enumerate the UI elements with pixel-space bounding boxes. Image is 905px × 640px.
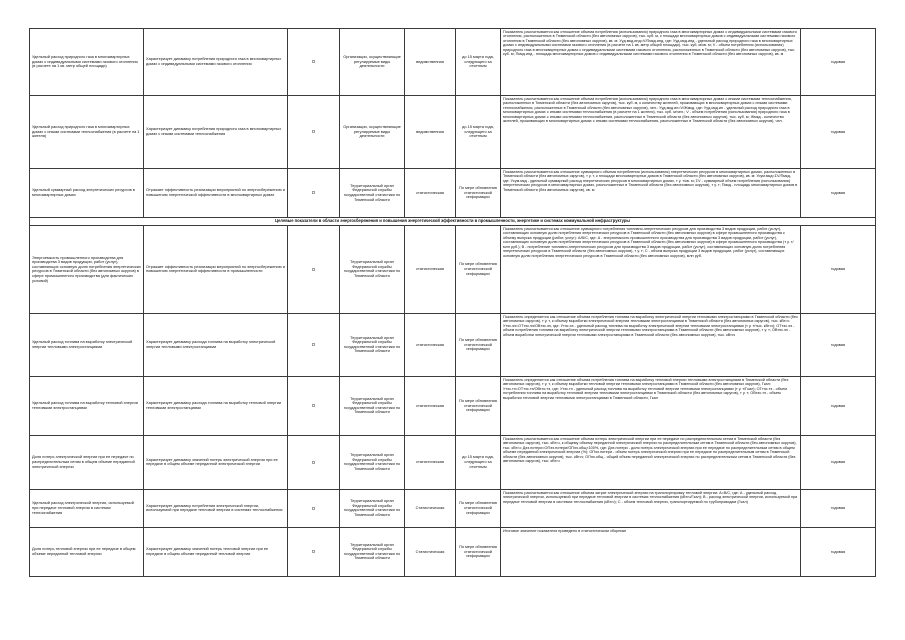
indicator-name: Энергоемкость промышленного производства для производства 3 видов продукции, работ (услуг), составляющих основную долю потребления энергетических ресурсов в Тюменской области (без автономных округов) в сфере промышленного производства (для фактических условий)	[30, 225, 144, 313]
indicator-type: статистическая	[405, 169, 456, 218]
indicator-description: Характеризует динамику значений потерь тепловой энергии при ее передаче в общем объеме переданной тепловой энергии	[144, 527, 288, 576]
table-row	[30, 489, 876, 527]
indicator-source: Территориальный орган Федеральной службы государственной статистики по Тюменской области	[340, 225, 405, 313]
table-row	[30, 29, 876, 96]
table-row	[30, 435, 876, 489]
indicator-periodicity: годовая	[801, 225, 876, 313]
table-row	[30, 96, 876, 169]
indicator-source: Территориальный орган Федеральной службы государственной статистики по Тюменской области	[340, 313, 405, 376]
table-row	[30, 225, 876, 313]
indicator-method: Показатель рассчитывается как отношение объема потребления (использования) природного газа в многоквартирных домах с иными системами теплоснабжения, расположенных в Тюменской области (без автономных округов), тыс. куб. м, к количеству жителей, проживающих в многоквартирных домах с иными системами теплоснабжения, расположенных в Тюменской области (без автономных округов), чел.: Ууд.мкд.ин=V/Жмкд, где: Ууд.мкд.ин - удельный расход природного газа в многоквартирных домах с иными системами теплоснабжения (в расчете на 1 жителя), тыс. куб. м/чел.; V - объем потребления (использования) природного газа в многоквартирных домах с иными системами теплоснабжения, расположенных в Тюменской области (без автономных округов), тыс. куб. м; Жмкд - количество жителей, проживающих в многоквартирных домах с иными системами теплоснабжения, расположенных в Тюменской области (без автономных округов), чел.	[501, 96, 801, 169]
table-row	[30, 527, 876, 576]
indicator-term: По мере обновления статистической информации	[456, 489, 501, 527]
indicator-term: По мере обновления статистической информации	[456, 376, 501, 435]
indicator-name: Удельный расход природного газа в многоквартирных домах с индивидуальными системами газового отопления (в расчете на 1 кв. метр общей площади)	[30, 29, 144, 96]
indicator-type: статистическая	[405, 225, 456, 313]
indicator-term: до 15 марта года, следующего за отчетным	[456, 96, 501, 169]
indicator-direction: О	[288, 376, 340, 435]
indicator-description: Отражает эффективность реализации мероприятий по энергосбережению и повышению энергетической эффективности в многоквартирных домах	[144, 169, 288, 218]
indicator-periodicity: годовая	[801, 376, 876, 435]
indicator-name: Удельный расход природного газа в многоквартирных домах с иными системами теплоснабжения (в расчете на 1 жителя)	[30, 96, 144, 169]
indicator-direction: О	[288, 489, 340, 527]
indicator-direction: О	[288, 313, 340, 376]
document-sheet	[29, 28, 875, 577]
indicator-description: Характеризует динамику потребления электрической энергии, используемой при передаче тепловой энергии в системах теплоснабжения	[144, 489, 288, 527]
indicator-description: Отражает эффективность реализации мероприятий по энергосбережению и повышению энергетической эффективности в промышленности	[144, 225, 288, 313]
indicator-description: Характеризует динамику потребления природного газа в многоквартирных домах с иными системами теплоснабжения	[144, 96, 288, 169]
indicator-method: Показатель рассчитывается как отношение суммарного потребления топливно-энергетических ресурсов для производства 3 видов продукции, работ (услуг), составляющих основную долю потребления энергетических ресурсов в Тюменской области (без автономных округов) в сфере промышленного производства к объему выпуска продукции (работ, услуг): А/В/С, где: А - энергоемкость промышленного производства для производства 3 видов продукции, работ (услуг), составляющих основную долю потребления энергетических ресурсов в Тюменской области (без автономных округов) в сфере промышленного производства (т у. т/млн руб.); В - потребление топливно-энергетических ресурсов для производства 3 видов продукции, работ (услуг), составляющих основную долю потребления энергетических ресурсов в Тюменской области (без автономных округов), т у. т; С - объем выпуска продукции 3 видов продукции, работ (услуг), составляющих основную долю потребления энергетических ресурсов в Тюменской области (без автономных округов), млн руб.	[501, 225, 801, 313]
indicator-type: статистическая	[405, 376, 456, 435]
indicator-type: статистическая	[405, 435, 456, 489]
indicator-type: статистическая	[405, 313, 456, 376]
indicator-name: Доля потерь электрической энергии при ее передаче по распределительным сетям в общем объеме переданной электрической энергии	[30, 435, 144, 489]
indicator-direction: О	[288, 435, 340, 489]
table-row	[30, 313, 876, 376]
indicator-method: Показатель определяется как отношение объема потребления топлива на выработку электрической энергии тепловыми электростанциями в Тюменской области (без автономных округов), т у. т, к объему выработки электрической энергии тепловыми электростанциями в Тюменской области (без автономных округов), тыс. кВт•ч: Утэс.ээ=ОТтэс.ээ/ОВтэс.ээ, где: Утэс.ээ - удельный расход топлива на выработку электрической энергии тепловыми электростанциями (т у. т/тыс. кВт•ч); ОТтэс.ээ - объем потребления топлива на выработку электрической энергии тепловыми электростанциями в Тюменской области (без автономных округов), т у. т; ОВтэс.ээ - объем выработки электрической энергии тепловыми электростанциями в Тюменской области (без автономных округов), тыс. кВт•ч	[501, 313, 801, 376]
indicator-source: Территориальный орган Федеральной службы государственной статистики по Тюменской области	[340, 435, 405, 489]
indicator-description: Характеризует динамику потребления природного газа в многоквартирных домах с индивидуальными системами газового отопления	[144, 29, 288, 96]
indicator-description: Характеризует динамику расхода топлива на выработку тепловой энергии тепловыми электростанциями	[144, 376, 288, 435]
indicator-name: Удельный расход топлива на выработку тепловой энергии тепловыми электростанциями	[30, 376, 144, 435]
indicator-source: Территориальный орган Федеральной службы государственной статистики по Тюменской области	[340, 527, 405, 576]
indicator-term: до 15 марта года, следующего за отчетным	[456, 29, 501, 96]
section-header-row	[30, 218, 876, 226]
indicator-method: Показатель рассчитывается как отношение объема потребления (использования) природного газа в многоквартирных домах с индивидуальными системами газового отопления, расположенных в Тюменской области (без автономных округов), тыс. куб. м, к площади многоквартирных домов с индивидуальными системами газового отопления в Тюменской области (без автономных округов), кв. м: Ууд.мкд.инд=V/Пмкд.инд, где: Ууд.мкд.инд - удельный расход природного газа в многоквартирных домах с индивидуальными системами газового отопления (в расчете на 1 кв. метр общей площади), тыс. куб. м/кв. м; V - объем потребления (использования) природного газа в многоквартирных домах с индивидуальными системами газового отопления, расположенных в Тюменской области (без автономных округов), тыс. куб. м; Пмкд.инд - площадь многоквартирных домов с индивидуальными системами газового отопления в Тюменской области (без автономных округов), кв. м	[501, 29, 801, 96]
indicator-source: Организации, осуществляющие регулируемые виды деятельности	[340, 96, 405, 169]
indicator-term: По мере обновления статистической информации	[456, 169, 501, 218]
indicator-method: Показатель рассчитывается как отношение суммарного объема потребления (использования) энергетических ресурсов в многоквартирных домах, расположенных в Тюменской области (без автономных округов), т у. т, к площади многоквартирных домов в Тюменской области (без автономных округов), кв. м: Усум.мкд=ΣV/Пмкд, где: Усум.мкд - удельный суммарный расход энергетических ресурсов в многоквартирных домах, т у. т/кв. м; ΣV - суммарный объем потребления (использования) энергетических ресурсов в многоквартирных домах, расположенных в Тюменской области (без автономных округов), т у. т; Пмкд - площадь многоквартирных домов в Тюменской области (без автономных округов), кв. м	[501, 169, 801, 218]
indicator-periodicity: годовая	[801, 169, 876, 218]
indicator-source: Территориальный орган Федеральной службы государственной статистики по Тюменской области	[340, 169, 405, 218]
indicator-type: Статистическая	[405, 489, 456, 527]
indicator-direction: О	[288, 527, 340, 576]
indicator-method: Показатель рассчитывается как отношение объема затрат электрической энергии на транспортировку тепловой энергии: А=В/С, где: А - удельный расход электрической энергии, используемой при передаче тепловой энергии в системах теплоснабжения (кВт•ч/Гкал); В - расход электрической энергии, используемой при передаче тепловой энергии в системах теплоснабжения (кВт•ч); С - объем тепловой энергии, транспортируемой по трубопроводам (Гкал)	[501, 489, 801, 527]
indicator-periodicity: годовая	[801, 313, 876, 376]
indicator-term: По мере обновления статистической информации	[456, 313, 501, 376]
indicator-name: Удельный расход топлива на выработку электрической энергии тепловыми электростанциями	[30, 313, 144, 376]
indicator-source: Территориальный орган Федеральной службы государственной статистики по Тюменской области	[340, 489, 405, 527]
section-title: Целевые показатели в области энергосбережения и повышения энергетической эффективности в промышленности, энергетике и системах коммунальной инфраструктуры	[30, 218, 876, 226]
table-row	[30, 376, 876, 435]
indicator-term: По мере обновления статистической информации	[456, 225, 501, 313]
indicator-name: Доля потерь тепловой энергии при ее передаче в общем объеме переданной тепловой энергии	[30, 527, 144, 576]
indicator-periodicity: годовая	[801, 527, 876, 576]
indicator-direction: О	[288, 96, 340, 169]
indicator-term: до 15 марта года, следующего за отчетным	[456, 435, 501, 489]
table-row	[30, 169, 876, 218]
indicator-name: Удельный суммарный расход энергетических ресурсов в многоквартирных домах	[30, 169, 144, 218]
indicator-name: Удельный расход электрической энергии, используемой при передаче тепловой энергии в системах теплоснабжения	[30, 489, 144, 527]
indicators-table	[29, 28, 876, 577]
indicator-method: Показатель рассчитывается как отношение объема потерь электрической энергии при ее передаче по распределительным сетям в Тюменской области (без автономных округов), тыс. кВт•ч, к общему объему переданной электрической энергии по распределительным сетям в Тюменской области (без автономных округов), тыс. кВт•ч: Дээ.потери=ОПээ.потери/ОПээ.общ×100%, где: Дээ.потери - доля потерь электрической энергии при ее передаче по распределительным сетям в общем объеме переданной электрической энергии (%); ОПээ.потери - объем потерь электрической энергии при ее передаче по распределительным сетям в Тюменской области (без автономных округов), тыс. кВт•ч; ОПээ.общ - общий объем переданной электрической энергии по распределительным сетям в Тюменской области (без автономных округов), тыс. кВт•ч	[501, 435, 801, 489]
indicator-term: По мере обновления статистической информации	[456, 527, 501, 576]
indicator-source: Организации, осуществляющие регулируемые виды деятельности	[340, 29, 405, 96]
indicator-description: Характеризует динамику значений потерь электрической энергии при ее передаче в общем объеме переданной электрической энергии	[144, 435, 288, 489]
indicator-direction: О	[288, 169, 340, 218]
indicator-periodicity: годовая	[801, 435, 876, 489]
indicator-description: Характеризует динамику расхода топлива на выработку электрической энергии тепловыми электростанциями	[144, 313, 288, 376]
indicator-type: ведомственная	[405, 29, 456, 96]
indicator-type: Статистическая	[405, 527, 456, 576]
indicator-direction: О	[288, 29, 340, 96]
indicator-method: Показатель определяется как отношение объема потребления топлива на выработку тепловой энергии тепловыми электростанциями в Тюменской области (без автономных округов), т у. т, к объему выработки тепловой энергии тепловыми электростанциями в Тюменской области (без автономных округов), Гкал: Утэс.тэ=ОТтэс.тэ/ОВтэс.тэ, где: Утэс.тэ - удельный расход топлива на выработку тепловой энергии тепловыми электростанциями (т у. т/Гкал); ОТтэс.тэ - объем потребления топлива на выработку тепловой энергии тепловыми электростанциями в Тюменской области (без автономных округов), т у. т; ОВтэс.тэ - объем выработки тепловой энергии тепловыми электростанциями в Тюменской области, Гкал	[501, 376, 801, 435]
indicator-periodicity: годовая	[801, 96, 876, 169]
indicator-periodicity: годовая	[801, 489, 876, 527]
indicator-direction: О	[288, 225, 340, 313]
indicator-method: Итоговое значение показателя приведено в статистическом сборнике	[501, 527, 801, 576]
indicator-source: Территориальный орган Федеральной службы государственной статистики по Тюменской области	[340, 376, 405, 435]
indicator-type: ведомственная	[405, 96, 456, 169]
indicator-periodicity: годовая	[801, 29, 876, 96]
